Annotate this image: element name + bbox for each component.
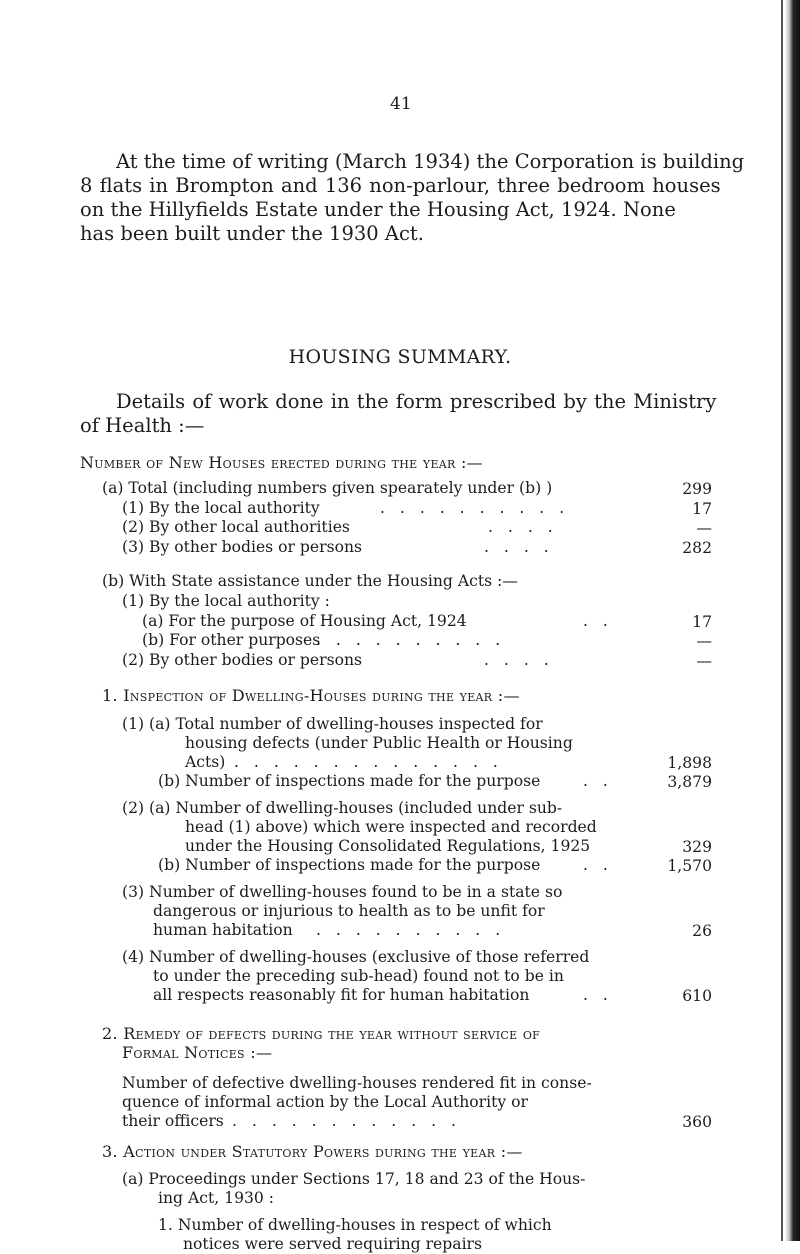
- new-houses-a-value: 299: [682, 480, 712, 498]
- intro-line-2: 8 flats in Brompton and 136 non-parlour, three bedroom houses: [80, 174, 721, 197]
- new-houses-a-item-3: (3) By other bodies or persons: [122, 538, 363, 556]
- new-houses-heading: Number of New Houses erected during the year :—: [80, 453, 483, 472]
- leader-dots: . . . . . . . . . .: [316, 631, 506, 649]
- section-1-item-1a-line-3: Acts): [185, 753, 226, 771]
- new-houses-b-sub2: (2) By other bodies or persons: [122, 651, 363, 669]
- new-houses-b-sub1b: (b) For other purposes: [142, 631, 321, 649]
- intro-line-3: on the Hillyfields Estate under the Housing Act, 1924. None: [80, 198, 676, 221]
- section-1-item-1a-line-1: (1) (a) Total number of dwelling-houses inspected for: [122, 715, 543, 733]
- section-1-heading: 1. Inspection of Dwelling-Houses during the year :—: [102, 686, 520, 705]
- section-1-item-4-line-2: to under the preceding sub-head) found not to be in: [153, 967, 564, 985]
- leader-dots: . . . .: [488, 518, 558, 536]
- leader-dots: . .: [583, 986, 613, 1004]
- leader-dots: . .: [583, 612, 613, 630]
- leader-dots: . .: [583, 856, 613, 874]
- new-houses-b-sub1a-value: 17: [692, 613, 712, 631]
- section-1-item-2a-line-3: under the Housing Consolidated Regulations, 1925: [185, 837, 591, 855]
- details-line-2: of Health :—: [80, 414, 205, 437]
- section-2-value: 360: [682, 1113, 712, 1131]
- section-2-line-3: their officers: [122, 1112, 224, 1130]
- new-houses-a-item-3-value: 282: [682, 539, 712, 557]
- new-houses-b-sub1a: (a) For the purpose of Housing Act, 1924: [142, 612, 467, 630]
- leader-dots: . . . .: [484, 538, 554, 556]
- new-houses-b-sub2-value: —: [696, 652, 712, 670]
- section-1-item-1b: (b) Number of inspections made for the purpose: [158, 772, 541, 790]
- section-1-item-2b-value: 1,570: [667, 857, 712, 875]
- section-1-item-2a-value: 329: [682, 838, 712, 856]
- section-2-line-1: Number of defective dwelling-houses rendered fit in conse-: [122, 1074, 592, 1092]
- section-1-item-3-line-2: dangerous or injurious to health as to be unfit for: [153, 902, 545, 920]
- section-1-item-2a-line-1: (2) (a) Number of dwelling-houses (included under sub-: [122, 799, 563, 817]
- page-binding-shadow: [785, 0, 800, 1241]
- new-houses-a-item-2-value: —: [696, 519, 712, 537]
- section-1-item-3-line-3: human habitation: [153, 921, 293, 939]
- section-1-item-1a-line-2: housing defects (under Public Health or Housing: [185, 734, 573, 752]
- section-1-item-2a-line-2: head (1) above) which were inspected and recorded: [185, 818, 597, 836]
- section-1-item-1b-value: 3,879: [667, 773, 712, 791]
- section-2-heading-line-2: Formal Notices :—: [122, 1043, 273, 1062]
- leader-dots: . . . . . . . . . . . . . .: [234, 753, 503, 771]
- summary-title: HOUSING SUMMARY.: [288, 346, 512, 368]
- section-1-item-1a-value: 1,898: [667, 754, 712, 772]
- section-1-item-2b: (b) Number of inspections made for the purpose: [158, 856, 541, 874]
- leader-dots: . . . . . . . . . .: [380, 499, 570, 517]
- leader-dots: . .: [583, 772, 613, 790]
- section-2-heading-line-1: 2. Remedy of defects during the year without service of: [102, 1024, 541, 1043]
- section-3-a-line-2: ing Act, 1930 :: [158, 1189, 275, 1207]
- section-1-item-4-line-1: (4) Number of dwelling-houses (exclusive of those referred: [122, 948, 590, 966]
- section-3-item-1-line-2: notices were served requiring repairs: [183, 1235, 483, 1253]
- section-3-a-line-1: (a) Proceedings under Sections 17, 18 and 23 of the Hous-: [122, 1170, 586, 1188]
- new-houses-a-item-1: (1) By the local authority: [122, 499, 320, 517]
- new-houses-a-item-2: (2) By other local authorities: [122, 518, 350, 536]
- section-1-item-4-line-3: all respects reasonably fit for human habitation: [153, 986, 530, 1004]
- details-line-1: Details of work done in the form prescribed by the Ministry: [116, 390, 717, 413]
- new-houses-b-sub1b-value: —: [696, 632, 712, 650]
- intro-line-4: has been built under the 1930 Act.: [80, 222, 424, 245]
- new-houses-a-text: (a) Total (including numbers given spearately under (b) ): [102, 479, 553, 497]
- intro-line-1: At the time of writing (March 1934) the Corporation is building: [116, 150, 745, 173]
- page-edge-line: [781, 0, 783, 1241]
- new-houses-b-sub1: (1) By the local authority :: [122, 592, 330, 610]
- leader-dots: . . . . . . . . . . . .: [232, 1112, 462, 1130]
- section-3-heading: 3. Action under Statutory Powers during the year :—: [102, 1142, 523, 1161]
- section-1-item-3-value: 26: [692, 922, 712, 940]
- page-number: 41: [390, 94, 412, 114]
- leader-dots: . . . . . . . . . .: [316, 921, 506, 939]
- section-1-item-4-value: 610: [682, 987, 712, 1005]
- section-1-item-3-line-1: (3) Number of dwelling-houses found to be in a state so: [122, 883, 563, 901]
- leader-dots: . . . .: [484, 651, 554, 669]
- new-houses-a-item-1-value: 17: [692, 500, 712, 518]
- section-3-item-1-line-1: 1. Number of dwelling-houses in respect of which: [158, 1216, 552, 1234]
- section-2-line-2: quence of informal action by the Local Authority or: [122, 1093, 528, 1111]
- new-houses-b-text: (b) With State assistance under the Housing Acts :—: [102, 572, 518, 590]
